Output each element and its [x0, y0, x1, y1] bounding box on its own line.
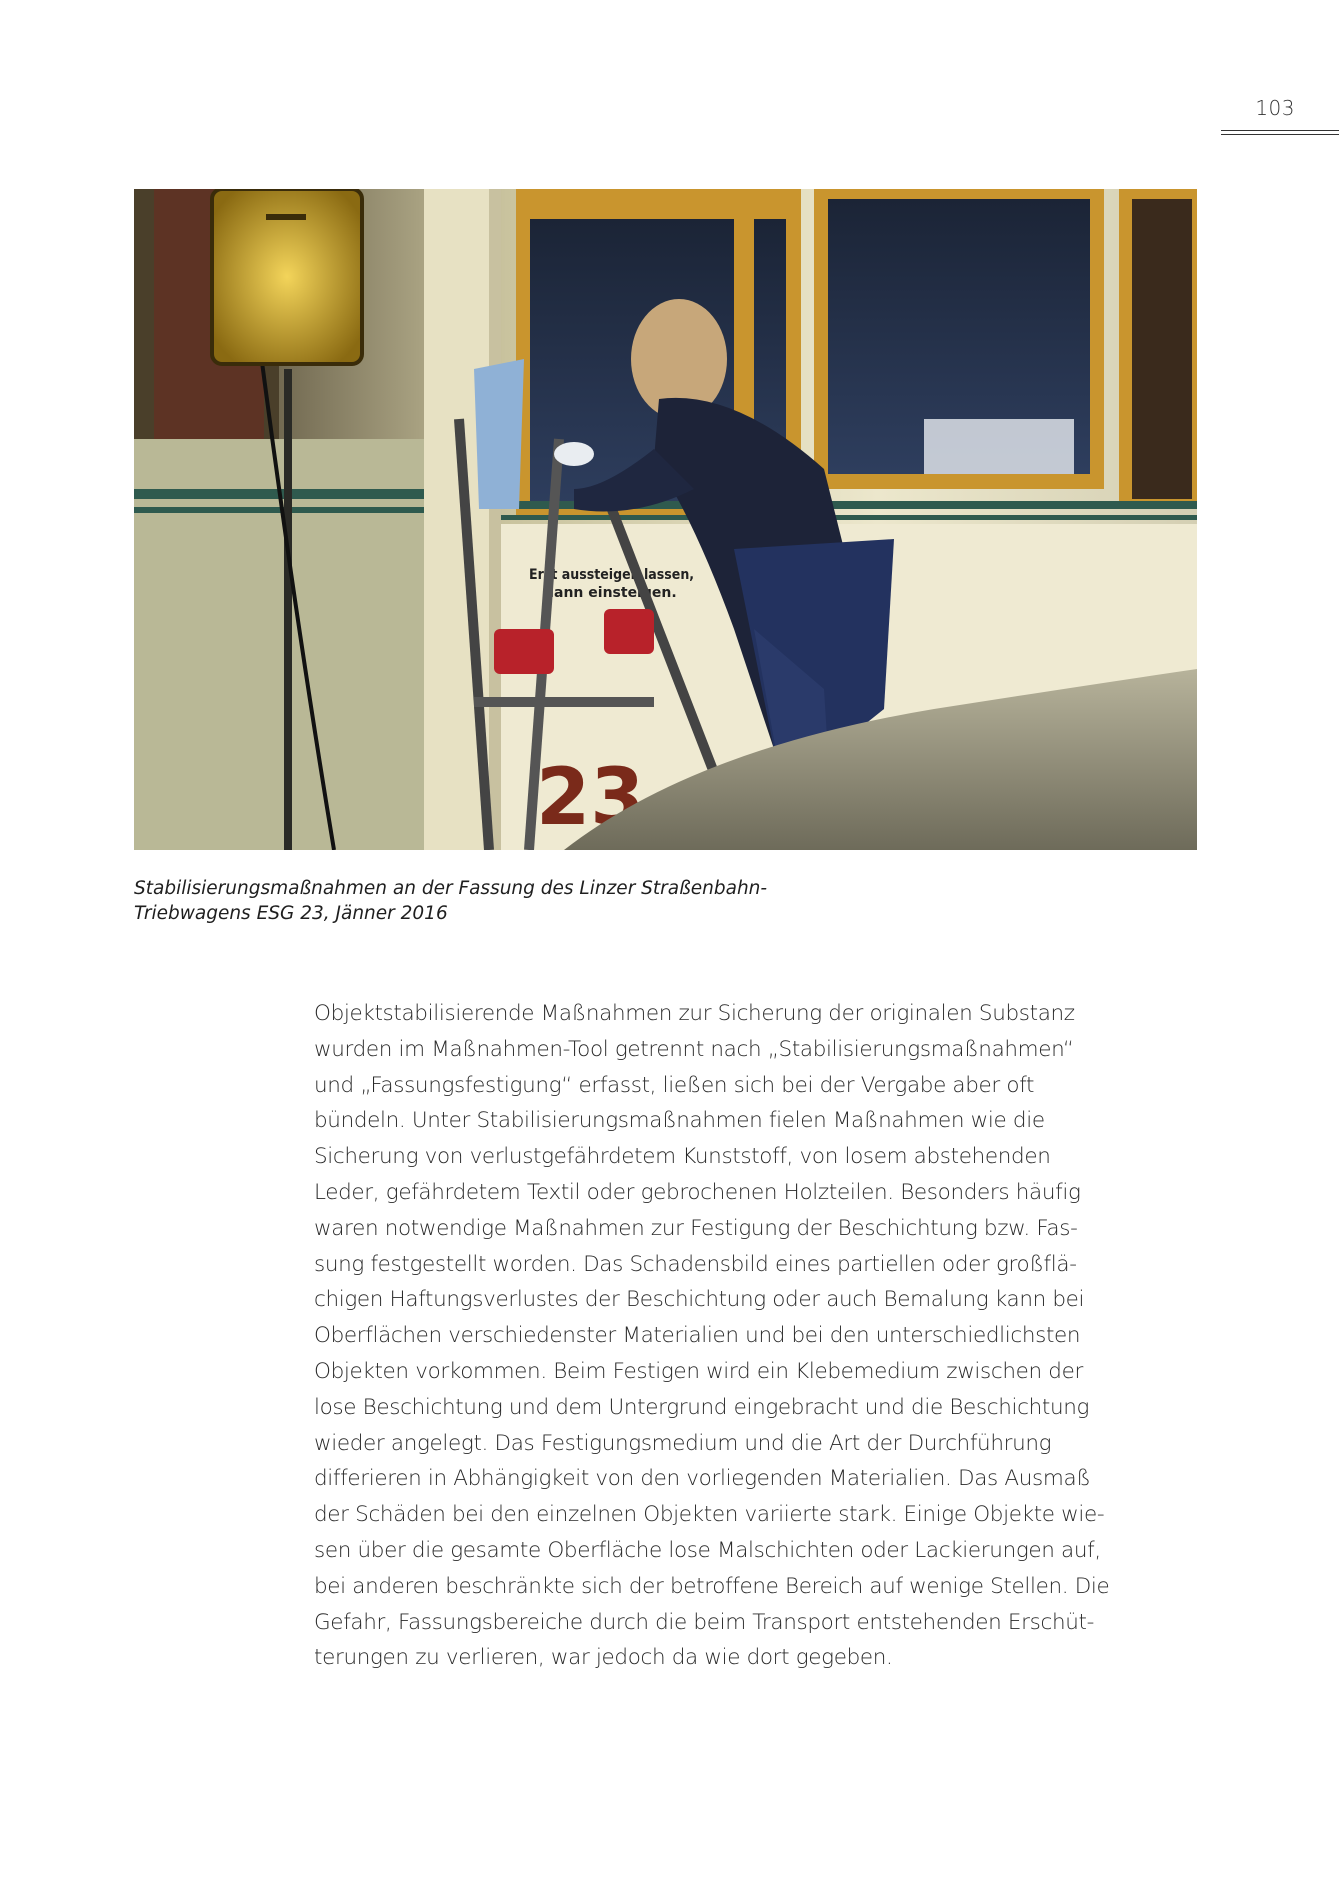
body-line: waren notwendige Maßnahmen zur Festigung der Beschichtung bzw. Fas-: [314, 1215, 1078, 1241]
body-line: Sicherung von verlustgefährdetem Kunststoff, von losem abstehenden: [314, 1144, 1051, 1170]
figure-caption: [134, 876, 834, 926]
page-number-rule-double: [1221, 134, 1339, 135]
body-line: lose Beschichtung und dem Untergrund eingebracht und die Beschichtung: [314, 1394, 1090, 1420]
body-line: der Schäden bei den einzelnen Objekten variierte stark. Einige Objekte wie-: [314, 1502, 1105, 1528]
page-number: 103: [1255, 96, 1295, 120]
page-number-rule: [1221, 130, 1339, 131]
body-line: chigen Haftungsverlustes der Beschichtung oder auch Bemalung kann bei: [314, 1287, 1085, 1313]
body-line: Leder, gefährdetem Textil oder gebrochenen Holzteilen. Besonders häufig: [314, 1179, 1081, 1205]
body-line: sen über die gesamte Oberfläche lose Malschichten oder Lackierungen auf,: [314, 1537, 1101, 1563]
body-line: und „Fassungsfestigung“ erfasst, ließen sich bei der Vergabe aber oft: [314, 1072, 1035, 1098]
body-line: differieren in Abhängigkeit von den vorliegenden Materialien. Das Ausmaß: [314, 1466, 1091, 1492]
body-line: terungen zu verlieren, war jedoch da wie dort gegeben.: [314, 1645, 893, 1671]
body-line: Oberflächen verschiedenster Materialien und bei den unterschiedlichsten: [314, 1323, 1081, 1349]
body-line: Gefahr, Fassungsbereiche durch die beim Transport entstehenden Erschüt-: [314, 1609, 1094, 1635]
tram-sign-line-1: Erst aussteigen lassen,: [529, 567, 695, 583]
caption-line: Stabilisierungsmaßnahmen an der Fassung des Linzer Straßenbahn-: [134, 878, 768, 899]
body-line: Objekten vorkommen. Beim Festigen wird ein Klebemedium zwischen der: [314, 1358, 1083, 1384]
body-line: bündeln. Unter Stabilisierungsmaßnahmen fielen Maßnahmen wie die: [314, 1108, 1045, 1134]
caption-line: Triebwagens ESG 23, Jänner 2016: [134, 903, 448, 924]
body-line: sung festgestellt worden. Das Schadensbild eines partiellen oder großflä-: [314, 1251, 1077, 1277]
body-line: Objektstabilisierende Maßnahmen zur Sicherung der originalen Substanz: [314, 1001, 1075, 1026]
tram-sign-line-2: dann einsteigen.: [544, 585, 677, 601]
body-paragraph: [314, 996, 1204, 1676]
body-line: wurden im Maßnahmen-Tool getrennt nach „Stabilisierungsmaßnahmen“: [314, 1036, 1074, 1062]
figure-photo: [134, 189, 1197, 850]
body-line: bei anderen beschränkte sich der betroffene Bereich auf wenige Stellen. Die: [314, 1573, 1110, 1599]
tram-number: 23: [536, 753, 645, 843]
body-line: wieder angelegt. Das Festigungsmedium und die Art der Durchführung: [314, 1430, 1052, 1456]
